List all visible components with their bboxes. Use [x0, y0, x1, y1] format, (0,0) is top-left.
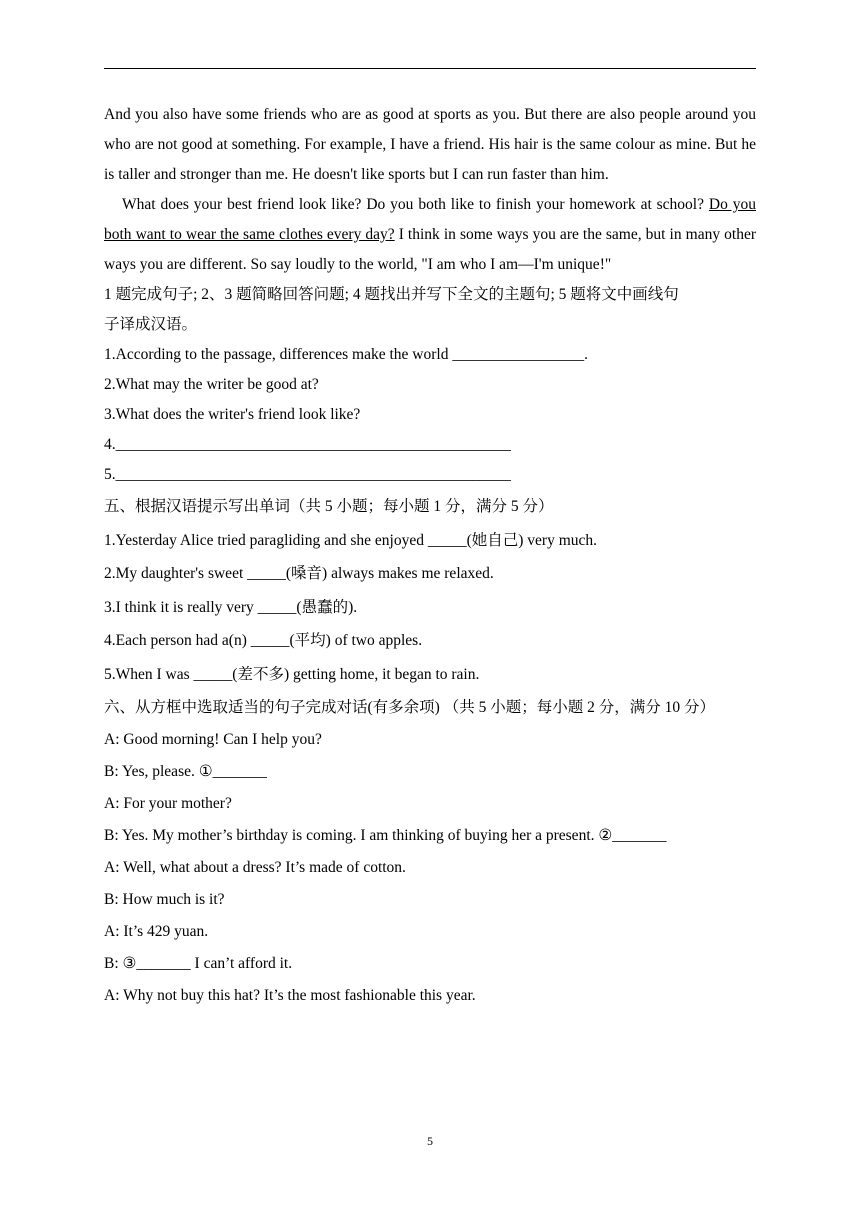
reading-question-3: 3.What does the writer's friend look like?: [104, 406, 361, 423]
reading-question-4: 4.___________________________________________________: [104, 436, 511, 453]
dialogue-line-4: B: Yes. My mother’s birthday is coming. I am thinking of buying her a present. ②_______: [104, 827, 667, 844]
reading-question-2: 2.What may the writer be good at?: [104, 376, 319, 393]
dialogue-line-1: A: Good morning! Can I help you?: [104, 731, 322, 748]
section-5-item-2: 2.My daughter's sweet _____(嗓音) always makes me relaxed.: [104, 565, 494, 582]
section-5-title: 五、根据汉语提示写出单词（共 5 小题；每小题 1 分，满分 5 分）: [104, 498, 554, 515]
dialogue-line-5: A: Well, what about a dress? It’s made of cotton.: [104, 859, 406, 876]
dialogue-line-3: A: For your mother?: [104, 795, 232, 812]
section-5-item-1: 1.Yesterday Alice tried paragliding and she enjoyed _____(她自己) very much.: [104, 531, 598, 549]
passage-paragraph-1: And you also have some friends who are as good at sports as you. But there are also people around you who are not good at something. For example, I have a friend. His hair is the same colour as mine. But he is taller and stronger than me. He doesn't like sports but I can run faster than him.: [104, 106, 756, 183]
reading-question-1: 1.According to the passage, differences make the world _________________.: [104, 346, 588, 363]
section-5-item-3: 3.I think it is really very _____(愚蠢的).: [104, 598, 358, 616]
instructions-line-1: 1 题完成句子; 2、3 题简略回答问题; 4 题找出并写下全文的主题句; 5 题将文中画线句: [104, 286, 679, 303]
dialogue-line-6: B: How much is it?: [104, 891, 225, 908]
reading-question-5: 5.___________________________________________________: [104, 466, 511, 483]
instructions-line-2: 子译成汉语。: [104, 316, 198, 333]
dialogue-line-7: A: It’s 429 yuan.: [104, 923, 209, 940]
section-5-item-4: 4.Each person had a(n) _____(平均) of two apples.: [104, 632, 423, 649]
section-5-item-5: 5.When I was _____(差不多) getting home, it began to rain.: [104, 665, 480, 683]
dialogue-line-2: B: Yes, please. ①_______: [104, 763, 267, 780]
page-content: [104, 100, 756, 1012]
underlined-sentence: Do you both want to wear the same clothes every day?: [104, 196, 756, 243]
passage-paragraph-2: [104, 190, 756, 280]
section-6-title: 六、从方框中选取适当的句子完成对话(有多余项) （共 5 小题；每小题 2 分，满分 10 分）: [104, 699, 715, 716]
passage-paragraph-2-end: I think in some ways you are the same, but in many other ways you are different. So say loudly to the world, "I am who I am—I'm unique!": [104, 226, 756, 273]
dialogue-line-8: B: ③_______ I can’t afford it.: [104, 955, 293, 972]
dialogue-line-9: A: Why not buy this hat? It’s the most fashionable this year.: [104, 987, 476, 1004]
passage-paragraph-2-start: What does your best friend look like? Do you both like to finish your homework at school?: [122, 196, 709, 213]
header-rule: [104, 68, 756, 69]
page-number: 5: [427, 1134, 433, 1148]
